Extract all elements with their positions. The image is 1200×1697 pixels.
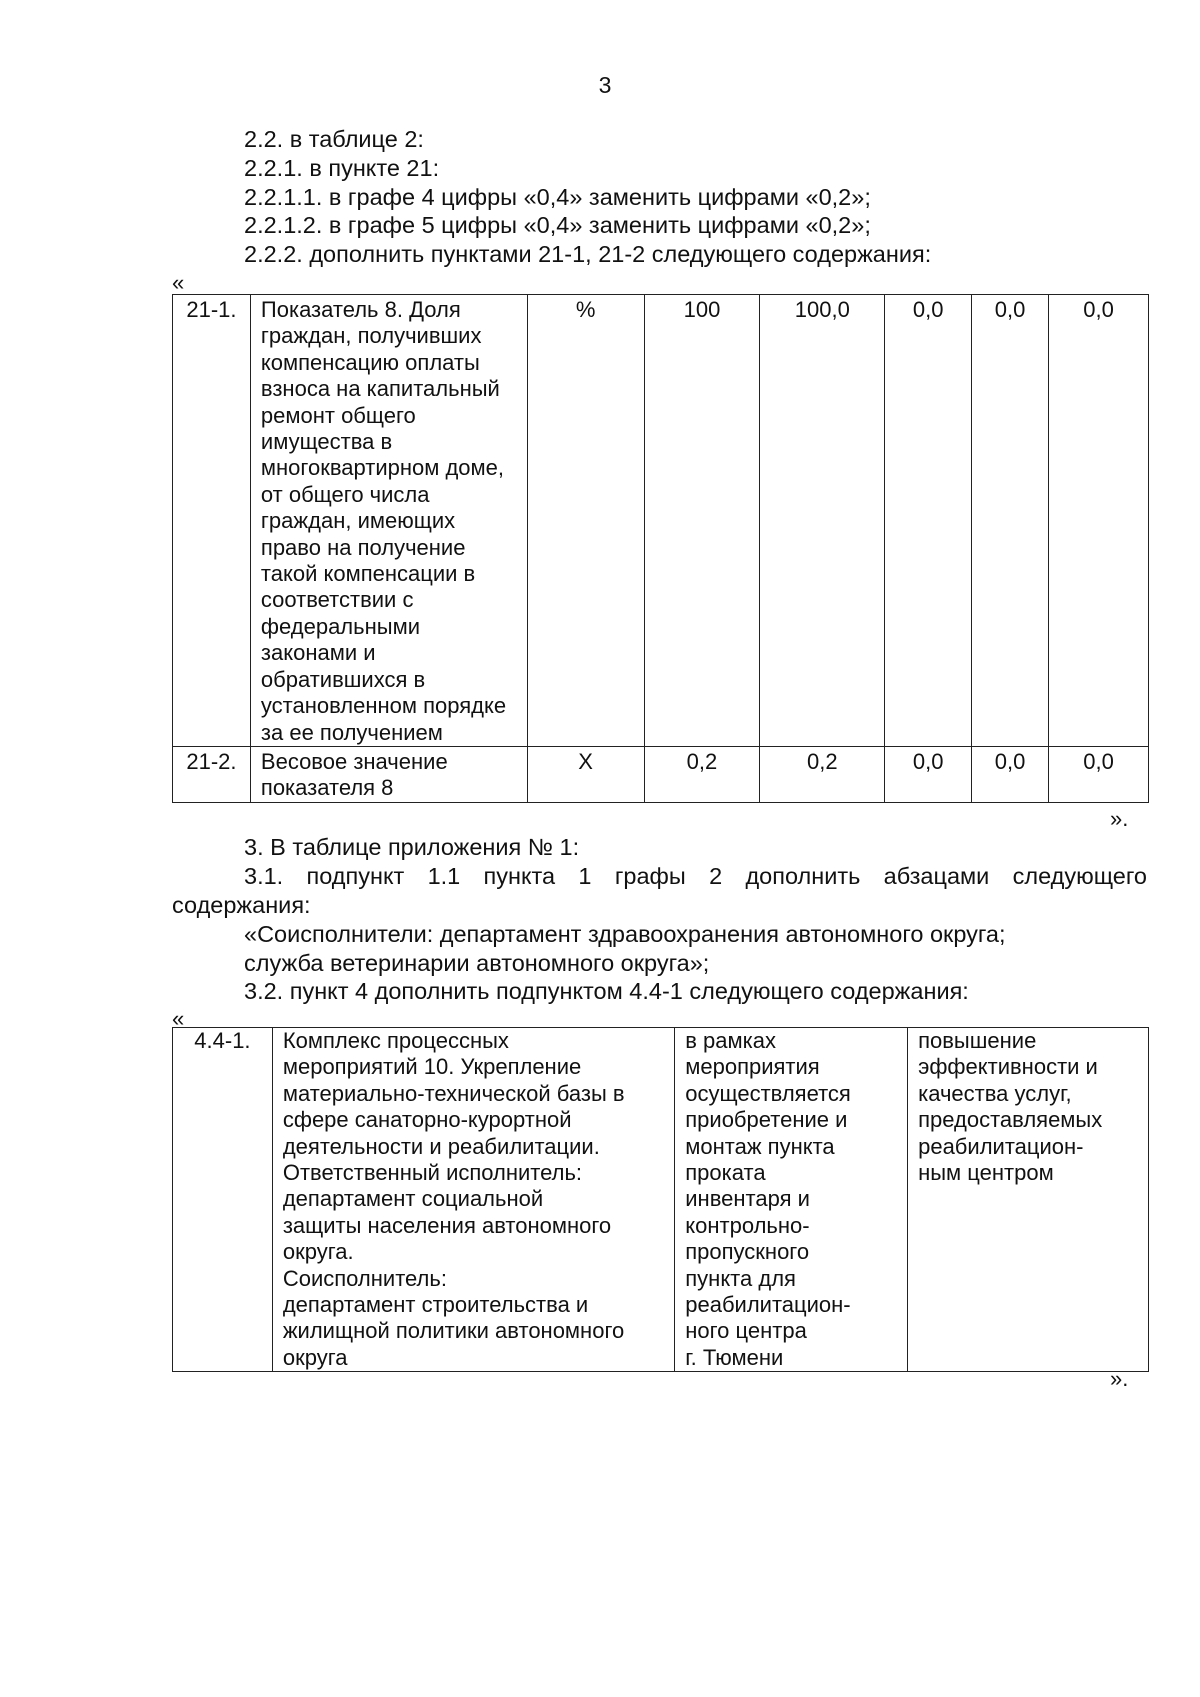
value-cell: 0,0 bbox=[885, 295, 972, 747]
cell-line: осуществляется bbox=[685, 1080, 851, 1106]
value-cell: 0,0 bbox=[885, 746, 972, 802]
cell-line: пункта для bbox=[685, 1265, 796, 1291]
desc-line: законами и bbox=[260, 640, 376, 666]
cell-line: монтаж пункта bbox=[685, 1133, 835, 1159]
desc-line: граждан, получивших bbox=[260, 323, 482, 349]
row-number: 21-1. bbox=[173, 295, 251, 747]
desc-line: соответствии с bbox=[260, 587, 414, 613]
paragraph-3-1-line-1: 3.1. подпункт 1.1 пункта 1 графы 2 дополнить абзацами следующего bbox=[244, 863, 1147, 889]
desc-line: взноса на капитальный bbox=[260, 376, 500, 402]
cell-line: г. Тюмени bbox=[685, 1344, 784, 1370]
table-row bbox=[173, 295, 1149, 747]
cell-line: ного центра bbox=[685, 1318, 807, 1344]
cell-line: качества услуг, bbox=[918, 1080, 1072, 1106]
value-cell: 0,0 bbox=[1049, 295, 1149, 747]
row-description bbox=[250, 295, 527, 747]
activity-description bbox=[272, 1028, 674, 1372]
opening-quote-1: « bbox=[172, 270, 185, 295]
desc-line: от общего числа bbox=[260, 481, 430, 507]
cell-line: жилищной политики автономного bbox=[282, 1318, 625, 1344]
unit-cell: Х bbox=[527, 746, 644, 802]
cell-line: департамент строительства и bbox=[282, 1292, 589, 1318]
paragraph-2-2: 2.2. в таблице 2: bbox=[244, 126, 424, 152]
table-row bbox=[173, 746, 1149, 802]
desc-line: граждан, имеющих bbox=[260, 508, 456, 534]
desc-line: федеральными bbox=[260, 613, 420, 639]
cell-line: реабилитацион- bbox=[918, 1133, 1084, 1159]
cell-line: реабилитацион- bbox=[685, 1292, 851, 1318]
cell-line: в рамках bbox=[685, 1028, 776, 1053]
paragraph-veterinary: служба ветеринарии автономного округа»; bbox=[244, 950, 710, 976]
row-number: 4.4-1. bbox=[173, 1028, 273, 1372]
cell-line: Комплекс процессных bbox=[282, 1028, 509, 1053]
row-description bbox=[250, 746, 527, 802]
desc-line: многоквартирном доме, bbox=[260, 455, 505, 481]
paragraph-2-2-1-1: 2.2.1.1. в графе 4 цифры «0,4» заменить цифрами «0,2»; bbox=[244, 184, 871, 210]
value-cell: 0,0 bbox=[972, 746, 1049, 802]
cell-line: проката bbox=[685, 1160, 766, 1186]
cell-line: Соисполнитель: bbox=[282, 1265, 447, 1291]
cell-line: округа. bbox=[282, 1239, 354, 1265]
value-cell: 0,2 bbox=[760, 746, 885, 802]
cell-line: эффективности и bbox=[918, 1054, 1098, 1080]
desc-line: компенсацию оплаты bbox=[260, 349, 480, 375]
paragraph-2-2-2: 2.2.2. дополнить пунктами 21-1, 21-2 следующего содержания: bbox=[244, 241, 932, 267]
desc-line: ремонт общего bbox=[260, 402, 416, 428]
paragraph-coexecutors: «Соисполнители: департамент здравоохранения автономного округа; bbox=[244, 921, 1006, 947]
cell-line: предоставляемых bbox=[918, 1107, 1103, 1133]
cell-line: приобретение и bbox=[685, 1107, 848, 1133]
cell-line: ным центром bbox=[918, 1160, 1054, 1186]
paragraph-2-2-1-2: 2.2.1.2. в графе 5 цифры «0,4» заменить цифрами «0,2»; bbox=[244, 212, 871, 238]
unit-cell: % bbox=[527, 295, 644, 747]
paragraph-2-2-1: 2.2.1. в пункте 21: bbox=[244, 155, 440, 181]
page-number: 3 bbox=[598, 72, 612, 98]
cell-line: инвентаря и bbox=[685, 1186, 810, 1212]
desc-line: Показатель 8. Доля bbox=[260, 297, 461, 322]
indicator-table bbox=[172, 294, 1149, 803]
cell-line: департамент социальной bbox=[282, 1186, 544, 1212]
desc-line: такой компенсации в bbox=[260, 561, 476, 587]
cell-line: округа bbox=[282, 1344, 348, 1370]
value-cell: 0,0 bbox=[1049, 746, 1149, 802]
paragraph-3-1-line-2: содержания: bbox=[172, 892, 311, 918]
cell-line: пропускного bbox=[685, 1239, 810, 1265]
desc-line: установленном порядке bbox=[260, 693, 507, 719]
desc-line: обратившихся в bbox=[260, 666, 426, 692]
desc-line: Весовое значение bbox=[260, 748, 448, 774]
cell-line: деятельности и реабилитации. bbox=[282, 1133, 600, 1159]
paragraph-3-2: 3.2. пункт 4 дополнить подпунктом 4.4-1 следующего содержания: bbox=[244, 978, 969, 1004]
value-cell: 0,0 bbox=[972, 295, 1049, 747]
value-cell: 100 bbox=[644, 295, 760, 747]
value-cell: 0,2 bbox=[644, 746, 760, 802]
closing-quote-2: ». bbox=[1110, 1366, 1129, 1391]
cell-line: повышение bbox=[918, 1028, 1037, 1053]
cell-line: мероприятия bbox=[685, 1054, 820, 1080]
cell-line: Ответственный исполнитель: bbox=[282, 1160, 583, 1186]
table-row bbox=[173, 1028, 1149, 1372]
desc-line: за ее получением bbox=[260, 719, 443, 745]
desc-line: имущества в bbox=[260, 429, 393, 455]
cell-line: контрольно- bbox=[685, 1212, 810, 1238]
cell-line: материально-технической базы в bbox=[282, 1080, 625, 1106]
closing-quote-1: ». bbox=[1110, 806, 1129, 831]
value-cell: 100,0 bbox=[760, 295, 885, 747]
activity-result bbox=[908, 1028, 1149, 1372]
activity-table bbox=[172, 1027, 1149, 1372]
desc-line: показателя 8 bbox=[260, 775, 394, 801]
activity-actions bbox=[675, 1028, 908, 1372]
cell-line: мероприятий 10. Укрепление bbox=[282, 1054, 582, 1080]
paragraph-3: 3. В таблице приложения № 1: bbox=[244, 834, 580, 860]
cell-line: защиты населения автономного bbox=[282, 1212, 612, 1238]
opening-quote-2: « bbox=[172, 1006, 185, 1031]
cell-line: сфере санаторно-курортной bbox=[282, 1107, 572, 1133]
desc-line: право на получение bbox=[260, 534, 466, 560]
row-number: 21-2. bbox=[173, 746, 251, 802]
